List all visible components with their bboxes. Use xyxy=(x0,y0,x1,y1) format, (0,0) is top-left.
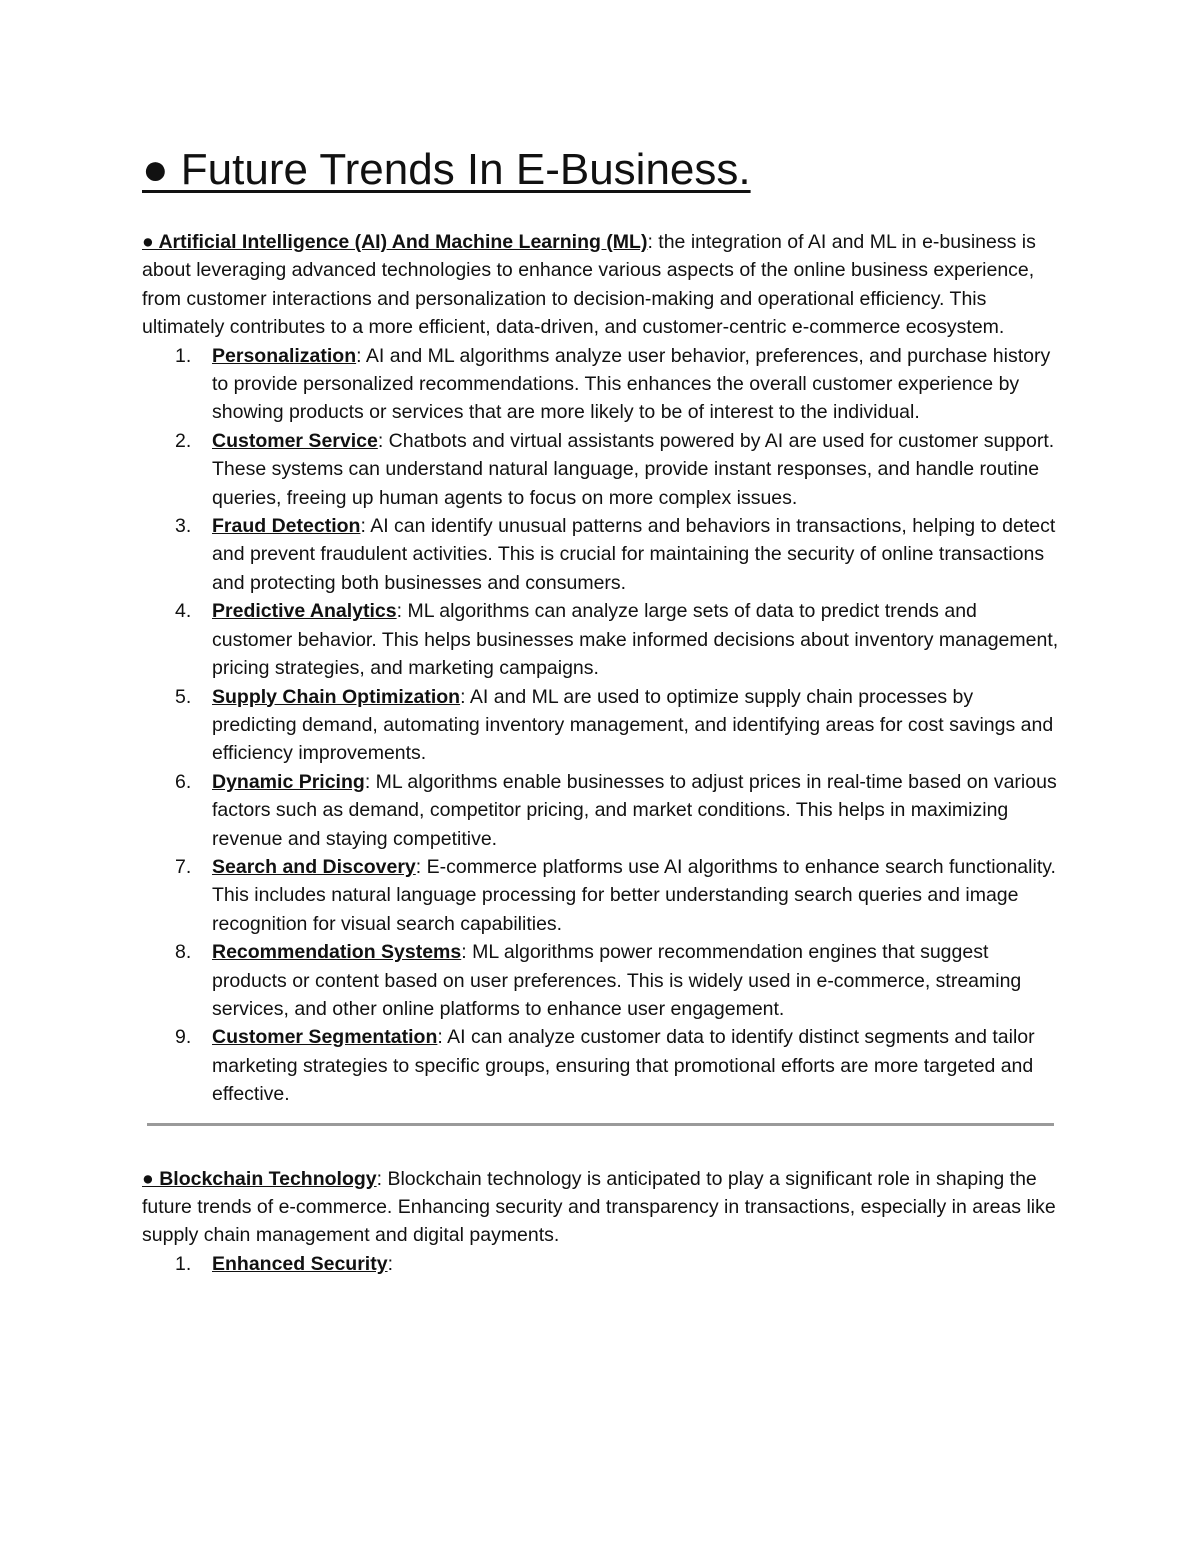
list-item-text: : Chatbots and virtual assistants powered by AI are used for customer support. These systems can understand natural language, provide instant responses, and handle routine queries, freeing up human agents to focus on more complex issues. xyxy=(212,429,1055,509)
document-page xyxy=(142,140,1062,1278)
list-item xyxy=(142,1023,1062,1108)
list-item xyxy=(142,768,1062,853)
list-item-number: 2. xyxy=(175,429,192,452)
list-item-number: 6. xyxy=(175,770,192,793)
list-item-number: 4. xyxy=(175,600,192,623)
list-item-text: : ML algorithms enable businesses to adjust prices in real-time based on various factors such as demand, competitor pricing, and market conditions. This helps in maximizing revenue and staying competitive. xyxy=(212,770,1057,850)
list-item-number: 9. xyxy=(175,1026,192,1049)
list-item-number: 5. xyxy=(175,685,192,708)
list-item-term: Predictive Analytics xyxy=(212,600,397,623)
list-item-term: Search and Discovery xyxy=(212,855,416,878)
blockchain-section xyxy=(142,1165,1062,1279)
blockchain-heading: ● Blockchain Technology xyxy=(142,1167,377,1190)
horizontal-divider xyxy=(147,1123,1054,1126)
blockchain-intro-text: : Blockchain technology is anticipated to play a significant role in shaping the future trends of e-commerce. Enhancing security and transparency in transactions, especially in areas like supply chain management and digital payments. xyxy=(142,1167,1056,1247)
list-item-text: : ML algorithms power recommendation engines that suggest products or content based on user preferences. This is widely used in e-commerce, streaming services, and other online platforms to enhance user engagement. xyxy=(212,941,1022,1020)
list-item xyxy=(142,1250,1062,1278)
list-item-number: 3. xyxy=(175,515,192,538)
list-item xyxy=(142,597,1062,682)
list-item xyxy=(142,427,1062,512)
list-item-number: 7. xyxy=(175,855,192,878)
blockchain-intro xyxy=(142,1165,1062,1250)
list-item-term: Personalization xyxy=(212,344,357,367)
blockchain-list xyxy=(142,1250,1062,1278)
list-item-term: Customer Service xyxy=(212,429,378,452)
page-title: ● Future Trends In E-Business. xyxy=(142,145,751,194)
list-item xyxy=(142,683,1062,768)
list-item xyxy=(142,853,1062,938)
list-item-term: Enhanced Security xyxy=(212,1252,388,1275)
ai-ml-intro xyxy=(142,228,1062,342)
list-item-text: : AI can identify unusual patterns and behaviors in transactions, helping to detect and prevent fraudulent activities. This is crucial for maintaining the security of online transactions and protecting both businesses and consumers. xyxy=(212,515,1056,594)
list-item-text: : E-commerce platforms use AI algorithms to enhance search functionality. This includes natural language processing for better understanding search queries and image recognition for visual search capabilities. xyxy=(212,855,1056,935)
list-item-term: Fraud Detection xyxy=(212,515,361,538)
list-item-number: 1. xyxy=(175,344,192,367)
list-item-number: 1. xyxy=(175,1252,192,1275)
ai-ml-intro-text: : the integration of AI and ML in e-business is about leveraging advanced technologies to enhance various aspects of the online business experience, from customer interactions and personalization to decision-making and operational efficiency. This ultimately contributes to a more efficient, data-driven, and customer-centric e-commerce ecosystem. xyxy=(142,231,1036,339)
list-item xyxy=(142,512,1062,597)
list-item-term: Dynamic Pricing xyxy=(212,770,365,793)
list-item-term: Customer Segmentation xyxy=(212,1026,438,1049)
list-item-text: : xyxy=(387,1252,393,1275)
list-item-term: Recommendation Systems xyxy=(212,941,462,964)
ai-ml-heading: ● Artificial Intelligence (AI) And Machine Learning (ML) xyxy=(142,231,648,253)
list-item-number: 8. xyxy=(175,941,192,964)
list-item-text: : AI and ML are used to optimize supply chain processes by predicting demand, automating inventory management, and identifying areas for cost savings and efficiency improvements. xyxy=(212,685,1054,765)
list-item-text: : ML algorithms can analyze large sets of data to predict trends and customer behavior. This helps businesses make informed decisions about inventory management, pricing strategies, and marketing campaigns. xyxy=(212,600,1059,680)
list-item xyxy=(142,938,1062,1023)
list-item-text: : AI can analyze customer data to identify distinct segments and tailor marketing strategies to specific groups, ensuring that promotional efforts are more targeted and effective. xyxy=(212,1026,1035,1106)
ai-ml-list xyxy=(142,342,1062,1109)
list-item-text: : AI and ML algorithms analyze user behavior, preferences, and purchase history to provide personalized recommendations. This enhances the overall customer experience by showing products or services that are more likely to be of interest to the individual. xyxy=(212,344,1051,424)
list-item-term: Supply Chain Optimization xyxy=(212,685,461,708)
ai-ml-section xyxy=(142,228,1062,1109)
list-item xyxy=(142,342,1062,427)
